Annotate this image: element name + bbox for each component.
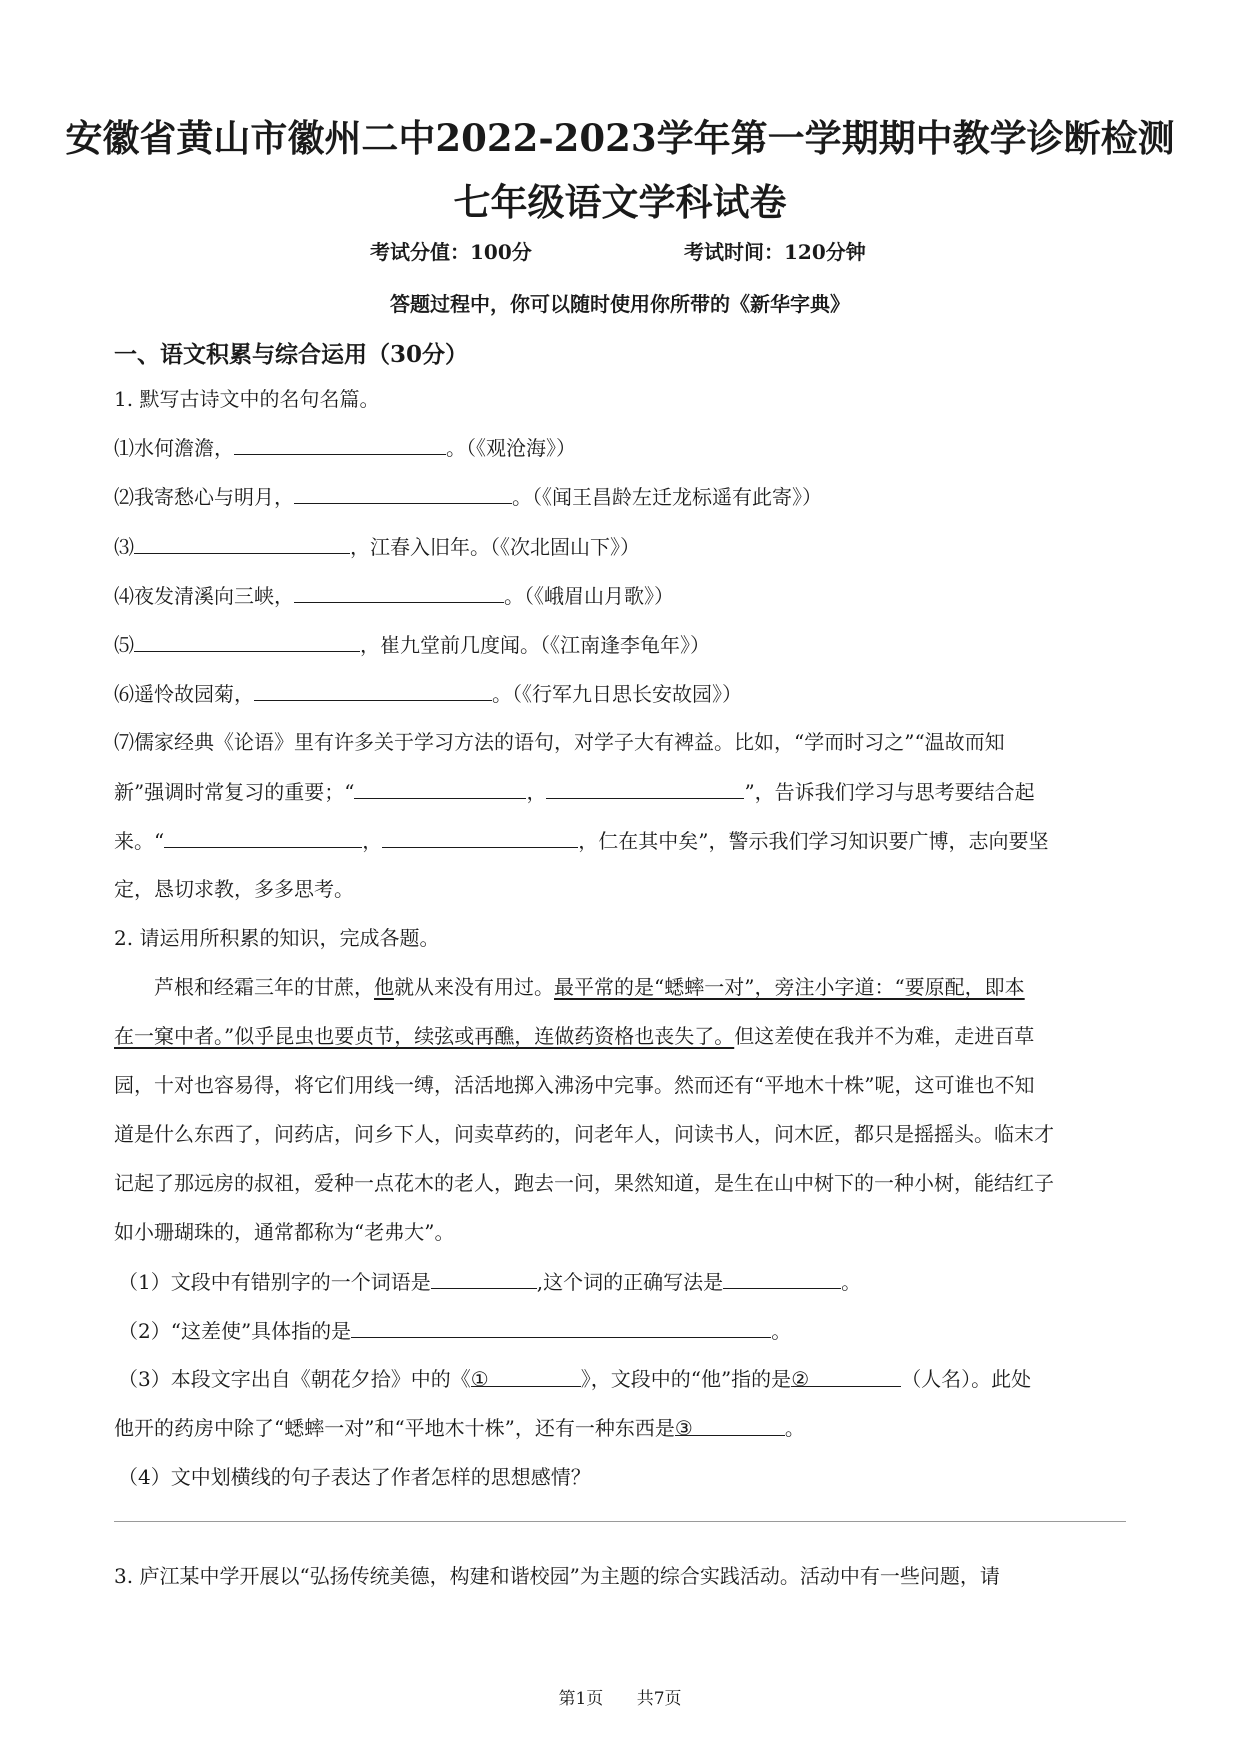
passage-text: 就从来没有用过。 bbox=[394, 975, 554, 999]
line-text: 》，文段中的“他”指的是 bbox=[580, 1367, 792, 1391]
answer-blank-1[interactable] bbox=[470, 1364, 581, 1391]
answer-line[interactable] bbox=[114, 1521, 1126, 1522]
q2-passage-line-5: 记起了那远房的叔祖，爱种一点花木的老人，跑去一问，果然知道，是生在山中树下的一种小树，能结红子 bbox=[114, 1171, 1054, 1195]
score-info: 考试分值：100分 bbox=[370, 240, 532, 264]
page-total: 共7页 bbox=[636, 1689, 682, 1709]
line-text: 。 bbox=[841, 1270, 862, 1294]
answer-blank[interactable] bbox=[164, 825, 362, 848]
q1-line-2 bbox=[114, 481, 822, 512]
underlined-word: 他 bbox=[374, 975, 394, 999]
q2-passage-line-1 bbox=[154, 972, 1025, 1002]
answer-blank[interactable] bbox=[382, 825, 578, 848]
passage-text: 但这差使在我并不为难，走进百草 bbox=[734, 1024, 1035, 1048]
underlined-sentence: 最平常的是“蟋蟀一对”，旁注小字道：“要原配，即本 bbox=[554, 975, 1025, 999]
q3-stem: 3. 庐江某中学开展以“弘扬传统美德，构建和谐校园”为主题的综合实践活动。活动中有一些问题，请 bbox=[114, 1564, 1000, 1588]
underlined-sentence: 在一窠中者。”似乎昆虫也要贞节，续弦或再醮，连做药资格也丧失了。 bbox=[114, 1024, 735, 1048]
answer-blank-2[interactable] bbox=[791, 1364, 901, 1391]
line-text: ，仁在其中矣”，警示我们学习知识要广博，志向要坚 bbox=[578, 829, 1049, 853]
q1-line-7: ⑺儒家经典《论语》里有许多关于学习方法的语句，对学子大有裨益。比如，“学而时习之”“温故而知 bbox=[114, 730, 1005, 754]
line-text: 来。“ bbox=[114, 829, 165, 853]
line-text: ⑷夜发清溪向三峡， bbox=[114, 584, 294, 608]
line-text: （人名）。此处 bbox=[901, 1367, 1032, 1391]
exam-subtitle: 七年级语文学科试卷 bbox=[453, 180, 787, 224]
line-text: ⑸ bbox=[114, 633, 134, 657]
answer-blank[interactable] bbox=[134, 629, 360, 652]
q1-line-8 bbox=[114, 776, 1035, 807]
answer-blank[interactable] bbox=[294, 481, 512, 504]
line-text: （1）文段中有错别字的一个词语是 bbox=[118, 1270, 431, 1294]
q1-line-10: 定，恳切求教，多多思考。 bbox=[114, 877, 354, 901]
answer-blank-3[interactable] bbox=[674, 1413, 785, 1440]
line-text: 。（《行军九日思长安故园》） bbox=[492, 682, 742, 706]
line-text: 。 bbox=[771, 1319, 792, 1343]
line-text: ⑵我寄愁心与明月， bbox=[114, 485, 294, 509]
line-text: ”，告诉我们学习与思考要结合起 bbox=[744, 780, 1035, 804]
answer-blank[interactable] bbox=[354, 776, 526, 799]
q2-sub-3-cont bbox=[114, 1413, 805, 1443]
line-text: ，江春入旧年。（《次北固山下》） bbox=[350, 535, 640, 559]
line-text: 新”强调时常复习的重要；“ bbox=[114, 780, 355, 804]
circled-number: ② bbox=[791, 1367, 810, 1391]
line-text: 他开的药房中除了“蟋蟀一对”和“平地木十株”，还有一种东西是 bbox=[114, 1416, 675, 1440]
line-text: 。（《峨眉山月歌》） bbox=[504, 584, 674, 608]
q2-sub-2 bbox=[118, 1315, 791, 1346]
q1-line-5 bbox=[114, 629, 710, 660]
answer-blank[interactable] bbox=[134, 531, 350, 554]
circled-number: ① bbox=[470, 1367, 489, 1391]
q2-sub-1 bbox=[118, 1266, 861, 1297]
answer-blank[interactable] bbox=[431, 1266, 537, 1289]
q1-stem: 1. 默写古诗文中的名句名篇。 bbox=[114, 387, 380, 411]
q2-sub-4: （4）文中划横线的句子表达了作者怎样的思想感情？ bbox=[118, 1465, 591, 1489]
line-text: 。（《闻王昌龄左迁龙标遥有此寄》） bbox=[512, 485, 822, 509]
line-text: 。（《观沧海》） bbox=[446, 436, 576, 460]
circled-number: ③ bbox=[674, 1416, 693, 1440]
answer-blank[interactable] bbox=[254, 678, 492, 701]
q1-line-6 bbox=[114, 678, 742, 709]
q2-stem: 2. 请运用所积累的知识，完成各题。 bbox=[114, 926, 440, 950]
line-text: ， bbox=[526, 780, 547, 804]
q2-sub-3 bbox=[118, 1364, 1031, 1394]
page-number: 第1页 bbox=[558, 1689, 604, 1709]
q1-line-9 bbox=[114, 825, 1048, 856]
q1-line-4 bbox=[114, 580, 674, 611]
line-text: ⑹遥怜故园菊， bbox=[114, 682, 254, 706]
line-text: ⑶ bbox=[114, 535, 134, 559]
exam-title: 安徽省黄山市徽州二中2022-2023学年第一学期期中教学诊断检测 bbox=[65, 116, 1175, 160]
line-text: ， bbox=[362, 829, 383, 853]
exam-notice: 答题过程中，你可以随时使用你所带的《新华字典》 bbox=[390, 292, 850, 316]
q2-passage-line-2 bbox=[114, 1021, 1034, 1051]
line-text: ，崔九堂前几度闻。（《江南逢李龟年》） bbox=[360, 633, 710, 657]
q1-line-3 bbox=[114, 531, 640, 562]
line-text: ⑴水何澹澹， bbox=[114, 436, 234, 460]
q2-passage-line-4: 道是什么东西了，问药店，问乡下人，问卖草药的，问老年人，问读书人，问木匠，都只是摇摇头。临末才 bbox=[114, 1122, 1054, 1146]
answer-blank[interactable] bbox=[294, 580, 504, 603]
answer-blank[interactable] bbox=[351, 1315, 771, 1338]
q2-passage-line-3: 园，十对也容易得，将它们用线一缚，活活地掷入沸汤中完事。然而还有“平地木十株”呢，这可谁也不知 bbox=[114, 1073, 1035, 1097]
answer-blank[interactable] bbox=[546, 776, 744, 799]
q1-line-1 bbox=[114, 432, 576, 463]
line-text: 。 bbox=[784, 1416, 805, 1440]
page-footer bbox=[0, 1684, 1240, 1709]
passage-text: 芦根和经霜三年的甘蔗， bbox=[154, 975, 374, 999]
q2-passage-line-6: 如小珊瑚珠的，通常都称为“老弗大”。 bbox=[114, 1220, 455, 1244]
line-text: （3）本段文字出自《朝花夕拾》中的《 bbox=[118, 1367, 471, 1391]
answer-blank[interactable] bbox=[723, 1266, 841, 1289]
line-text: ,这个词的正确写法是 bbox=[536, 1270, 724, 1294]
answer-blank[interactable] bbox=[234, 432, 446, 455]
section-heading: 一、语文积累与综合运用（30分） bbox=[114, 341, 469, 368]
line-text: （2）“这差使”具体指的是 bbox=[118, 1319, 352, 1343]
time-info: 考试时间：120分钟 bbox=[684, 240, 866, 264]
